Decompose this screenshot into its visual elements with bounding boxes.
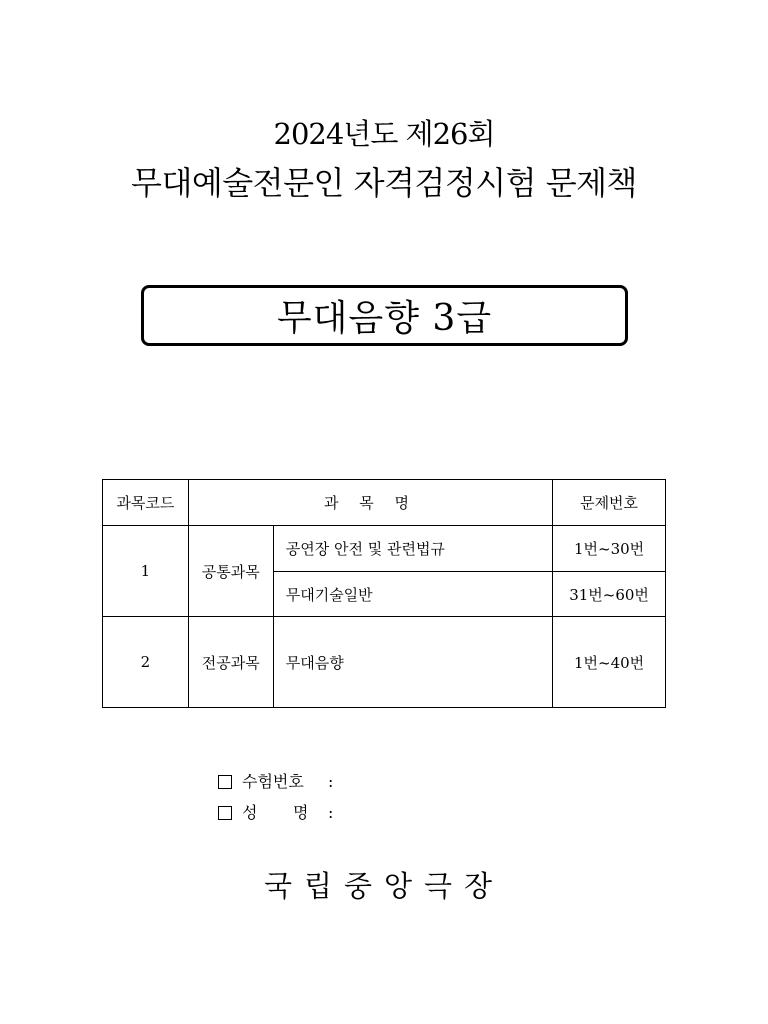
header-code: 과목코드	[103, 480, 189, 526]
subjects-table	[102, 479, 666, 708]
table-row	[103, 526, 666, 572]
subject-name: 무대음향	[273, 617, 552, 708]
checkbox-icon	[218, 806, 232, 820]
subject-name: 무대기술일반	[273, 572, 552, 617]
checkbox-icon	[218, 775, 232, 789]
question-range: 1번~30번	[553, 526, 666, 572]
subject-category: 전공과목	[188, 617, 273, 708]
exam-main-title: 무대예술전문인 자격검정시험 문제책	[131, 164, 637, 202]
table-row	[103, 617, 666, 708]
header-questions: 문제번호	[553, 480, 666, 526]
candidate-name-line	[218, 803, 333, 823]
exam-number-colon: :	[328, 772, 334, 791]
question-range: 31번~60번	[553, 572, 666, 617]
organization-name: 국립중앙극장	[263, 869, 505, 903]
grade-box	[141, 285, 628, 346]
exam-number-line	[218, 772, 333, 792]
candidate-name-label: 성 명	[242, 803, 309, 822]
table-header-row	[103, 480, 666, 526]
exam-year-title: 2024년도 제26회	[273, 117, 495, 151]
exam-number-label: 수험번호	[242, 772, 304, 791]
candidate-name-colon: :	[328, 803, 334, 822]
question-range: 1번~40번	[553, 617, 666, 708]
subject-category: 공통과목	[188, 526, 273, 617]
subject-name: 공연장 안전 및 관련법규	[273, 526, 552, 572]
grade-label: 무대음향 3급	[276, 298, 493, 339]
header-subject: 과 목 명	[188, 480, 552, 526]
subject-code: 1	[103, 526, 189, 617]
subject-code: 2	[103, 617, 189, 708]
